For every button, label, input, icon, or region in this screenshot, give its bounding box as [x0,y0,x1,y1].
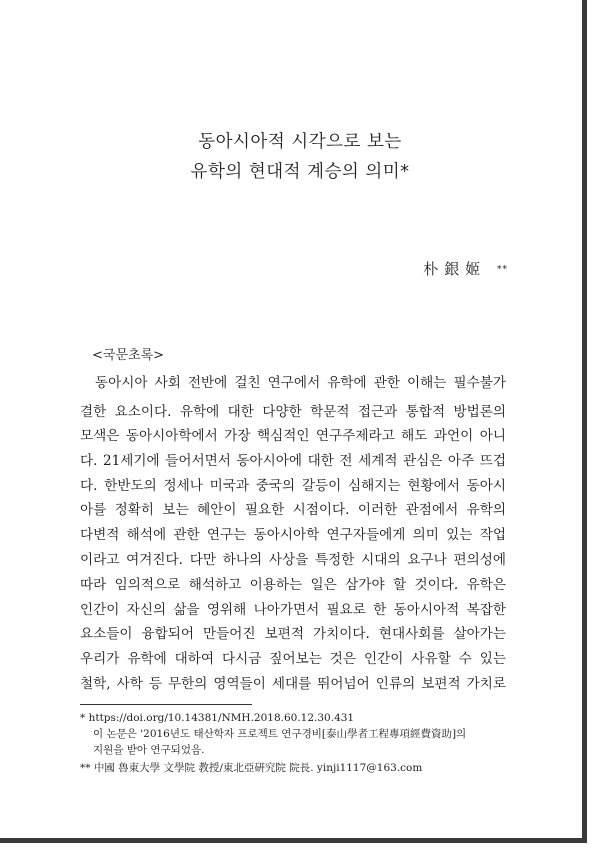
body-line: 다변적 해석에 관한 연구는 동아시아학 연구자들에게 의미 있는 작업 [80,527,506,543]
body-line: 요소들이 융합되어 만들어진 보편적 가치이다. 현대사회를 살아가는 [80,626,506,642]
body-line: 다. 21세기에 들어서면서 동아시아에 대한 전 세계적 관심은 아주 뜨겁 [80,453,506,469]
footnote-separator [80,704,252,705]
author-footnote-mark: ** [497,265,508,275]
body-line: 모색은 동아시아학에서 가장 핵심적인 연구주제라고 해도 과언이 아니 [80,428,506,444]
body-line: 이라고 여겨진다. 다만 하나의 사상을 특정한 시대의 요구나 편의성에 [80,552,506,568]
body-line: 인간이 자신의 삶을 영위해 나아가면서 필요로 한 동아시아적 복잡한 [80,602,506,618]
footnote-doi: * https://doi.org/10.14381/NMH.2018.60.12.30.431 [80,712,355,724]
body-line: 다. 한반도의 정세나 미국과 중국의 갈등이 심해지는 현황에서 동아시 [80,478,506,494]
body-line: 결한 요소이다. 유학에 대한 다양한 학문적 접근과 통합적 방법론의 [80,404,506,420]
footnote-affiliation: ** 中國 魯東大學 文學院 教授/東北亞硏究院 院長. yinji1117@163.com [80,762,423,774]
author [423,258,508,279]
body-line: 우리가 유학에 대하여 다시금 짚어보는 것은 인간이 사유할 수 있는 [80,651,506,667]
title-line-2: 유학의 현대적 계승의 의미* [190,162,410,182]
body-line: 아를 정확히 보는 혜안이 필요한 시점이다. 이러한 관점에서 유학의 [80,502,506,518]
footnote-grant-line-2: 지원을 받아 연구되었음. [93,744,205,756]
body-line: 철학, 사학 등 무한의 영역들이 세대를 뛰어넘어 인류의 보편적 가치로 [80,676,506,692]
body-line: 동아시아 사회 전반에 걸친 연구에서 유학에 관한 이해는 필수불가 [95,375,506,391]
body-line: 따라 임의적으로 해석하고 이용하는 일은 삼가야 할 것이다. 유학은 [80,577,506,593]
title-line-1: 동아시아적 시각으로 보는 [198,132,402,152]
abstract-label: <국문초록> [92,348,165,363]
footnote-grant-line-1: 이 논문은 '2016년도 태산학자 프로젝트 연구경비[泰山學者工程專項經費資助]의 [93,728,467,740]
author-name: 朴銀姬 [423,260,487,278]
